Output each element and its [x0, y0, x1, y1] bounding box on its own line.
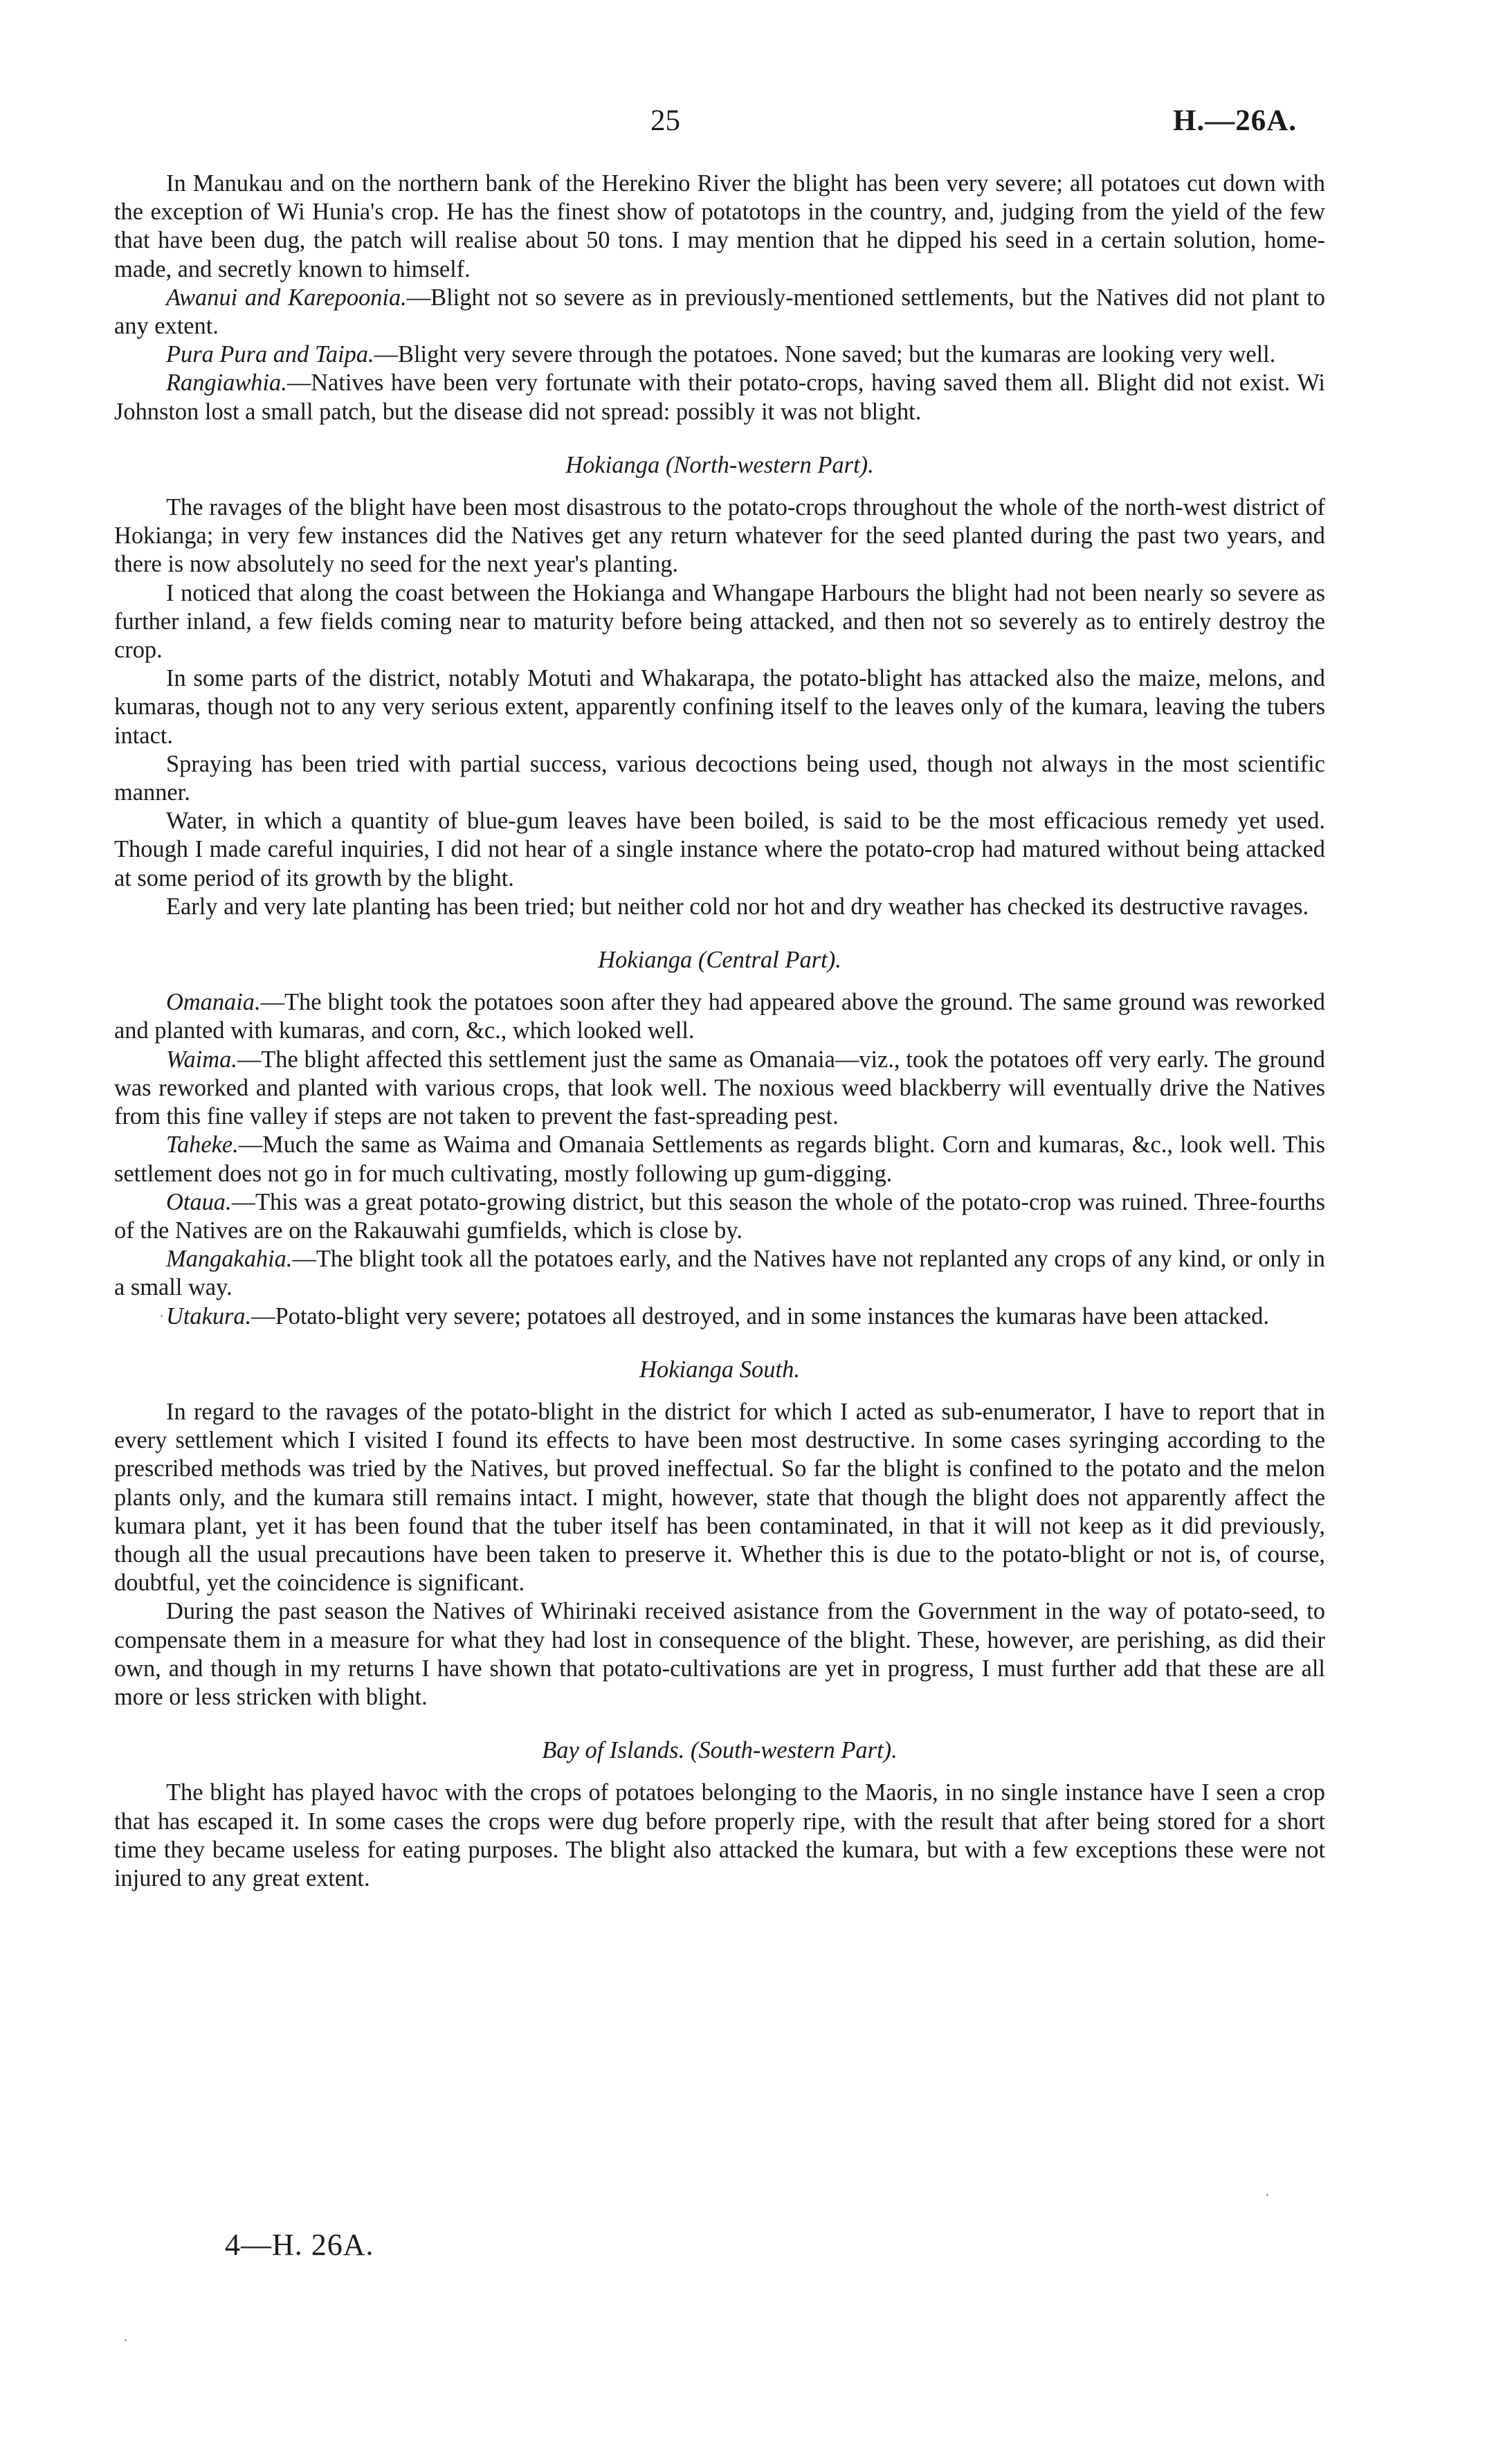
spacer: [114, 974, 1325, 988]
page-body: [114, 170, 1325, 1893]
spacer: [114, 921, 1325, 946]
place-name: Awanui and Karepoonia.: [166, 284, 407, 311]
scan-speck: [125, 2339, 127, 2341]
paragraph-text: —Blight very severe through the potatoes. None saved; but the kumaras are looking very well.: [374, 341, 1276, 368]
place-name: Otaua.: [166, 1188, 232, 1215]
place-name: Omanaia.: [166, 989, 261, 1016]
paragraph: The ravages of the blight have been most disastrous to the potato-crops throughout the whole of the north-west district of Hokianga; in very few instances did the Natives get any return whatever for the seed planted during the past two years, and there is now absolutely no seed for the next year's planting.: [114, 494, 1325, 578]
document-reference: H.—26A.: [1173, 105, 1297, 137]
paragraph: Water, in which a quantity of blue-gum leaves have been boiled, is said to be the most efficacious remedy yet used. Though I made careful inquiries, I did not hear of a single instance where the potato-crop had matured without being attacked at some period of its growth by the blight.: [114, 808, 1325, 891]
spacer: [114, 480, 1325, 493]
paragraph: I noticed that along the coast between the Hokianga and Whangape Harbours the blight had not been nearly so severe as further inland, a few fields coming near to maturity before being attacked, and then not so severely as to entirely destroy the crop.: [114, 579, 1325, 664]
scan-speck: [1266, 2194, 1268, 2196]
section-heading: Hokianga (Central Part).: [598, 947, 841, 974]
section-north-western: [114, 451, 1325, 921]
place-name: Mangakahia.: [166, 1246, 293, 1273]
section-central: [114, 946, 1325, 1331]
section-bay-of-islands: [114, 1736, 1325, 1893]
place-name: Utakura.: [166, 1302, 252, 1329]
paragraph: During the past season the Natives of Whirinaki received asistance from the Government in the way of potato-seed, to compensate them in a measure for what they had lost in consequence of the blight. These, however, are perishing, as did their own, and though in my returns I have shown that potato-cultivations are yet in progress, I must further add that these are all more or less stricken with blight.: [114, 1598, 1325, 1710]
place-name: Taheke.: [166, 1132, 239, 1159]
paragraph-text: —The blight took all the potatoes early, and the Natives have not replanted any crops of any kind, or only in a small way.: [114, 1246, 1325, 1301]
paragraph: In regard to the ravages of the potato-blight in the district for which I acted as sub-enumerator, I have to report that in every settlement which I visited I found its effects to have been most destructive. In some cases syringing according to the prescribed methods was tried by the Natives, but proved ineffectual. So far the blight is confined to the potato and the melon plants only, and the kumara still remains intact. I might, however, state that though the blight does not apparently affect the kumara plant, yet it has been found that the tuber itself has been contaminated, in that it will not keep as it did previously, though all the usual precautions have been taken to preserve it. Whether this is due to the potato-blight or not is, of course, doubtful, yet the coincidence is significant.: [114, 1398, 1325, 1597]
section-south: [114, 1356, 1325, 1711]
spacer: [114, 1711, 1325, 1736]
paragraph: [114, 1131, 1325, 1188]
page-number: 25: [650, 105, 680, 137]
paragraph-text: —The blight took the potatoes soon after they had appeared above the ground. The same ground was reworked and planted with kumaras, and corn, &c., which looked well.: [114, 989, 1325, 1044]
section-heading: Hokianga South.: [639, 1356, 800, 1383]
scan-speck: [161, 1315, 163, 1317]
place-name: Pura Pura and Taipa.: [166, 341, 374, 368]
paragraph: [114, 1302, 1325, 1331]
intro-section: [114, 170, 1325, 426]
paragraph: [114, 988, 1325, 1045]
signature-mark: 4—H. 26A.: [225, 2228, 374, 2262]
paragraph: [114, 284, 1325, 340]
paragraph-text: —Much the same as Waima and Omanaia Settlements as regards blight. Corn and kumaras, &c., look well. This settlement does not go in for much cultivating, mostly following up gum-digging.: [114, 1132, 1325, 1187]
paragraph-text: —Potato-blight very severe; potatoes all destroyed, and in some instances the kumaras have been attacked.: [251, 1302, 1269, 1329]
spacer: [114, 1331, 1325, 1356]
spacer: [114, 1765, 1325, 1779]
paragraph: [114, 1245, 1325, 1302]
paragraph-text: —Natives have been very fortunate with their potato-crops, having saved them all. Blight did not exist. Wi Johnston lost a small patch, but the disease did not spread: possibly it was not blight.: [114, 370, 1325, 425]
paragraph-text: —This was a great potato-growing district, but this season the whole of the potato-crop was ruined. Three-fourths of the Natives are on the Rakauwahi gumfields, which is close by.: [114, 1188, 1325, 1244]
paragraph: The blight has played havoc with the crops of potatoes belonging to the Maoris, in no single instance have I seen a crop that has escaped it. In some cases the crops were dug before properly ripe, with the result that after being stored for a short time they became useless for eating purposes. The blight also attacked the kumara, but with a few exceptions these were not injured to any great extent.: [114, 1779, 1325, 1891]
paragraph: In Manukau and on the northern bank of the Herekino River the blight has been very severe; all potatoes cut down with the exception of Wi Hunia's crop. He has the finest show of potatotops in the country, and, judging from the yield of the few that have been dug, the patch will realise about 50 tons. I may mention that he dipped his seed in a certain solution, home-made, and secretly known to himself.: [114, 170, 1325, 282]
paragraph: In some parts of the district, notably Motuti and Whakarapa, the potato-blight has attacked also the maize, melons, and kumaras, though not to any very serious extent, apparently confining itself to the leaves only of the kumara, leaving the tubers intact.: [114, 665, 1325, 749]
section-heading: Bay of Islands. (South-western Part).: [542, 1737, 898, 1764]
place-name: Rangiawhia.: [166, 370, 287, 397]
page-header: [0, 104, 1512, 145]
place-name: Waima.: [166, 1046, 237, 1073]
paragraph-text: —Blight not so severe as in previously-mentioned settlements, but the Natives did not plant to any extent.: [114, 284, 1326, 340]
spacer: [114, 426, 1325, 451]
paragraph: [114, 369, 1325, 426]
paragraph: [114, 1188, 1325, 1245]
section-heading: Hokianga (North-western Part).: [565, 451, 874, 478]
paragraph: [114, 1046, 1325, 1132]
spacer: [114, 1384, 1325, 1398]
paragraph: Early and very late planting has been tried; but neither cold nor hot and dry weather has checked its destructive ravages.: [166, 893, 1309, 920]
paragraph: [114, 340, 1325, 369]
paragraph: Spraying has been tried with partial success, various decoctions being used, though not always in the most scientific manner.: [114, 750, 1325, 806]
paragraph-text: —The blight affected this settlement just the same as Omanaia—viz., took the potatoes off very early. The ground was reworked and planted with various crops, that look well. The noxious weed blackberry will eventually drive the Natives from this fine valley if steps are not taken to prevent the fast-spreading pest.: [114, 1046, 1325, 1130]
